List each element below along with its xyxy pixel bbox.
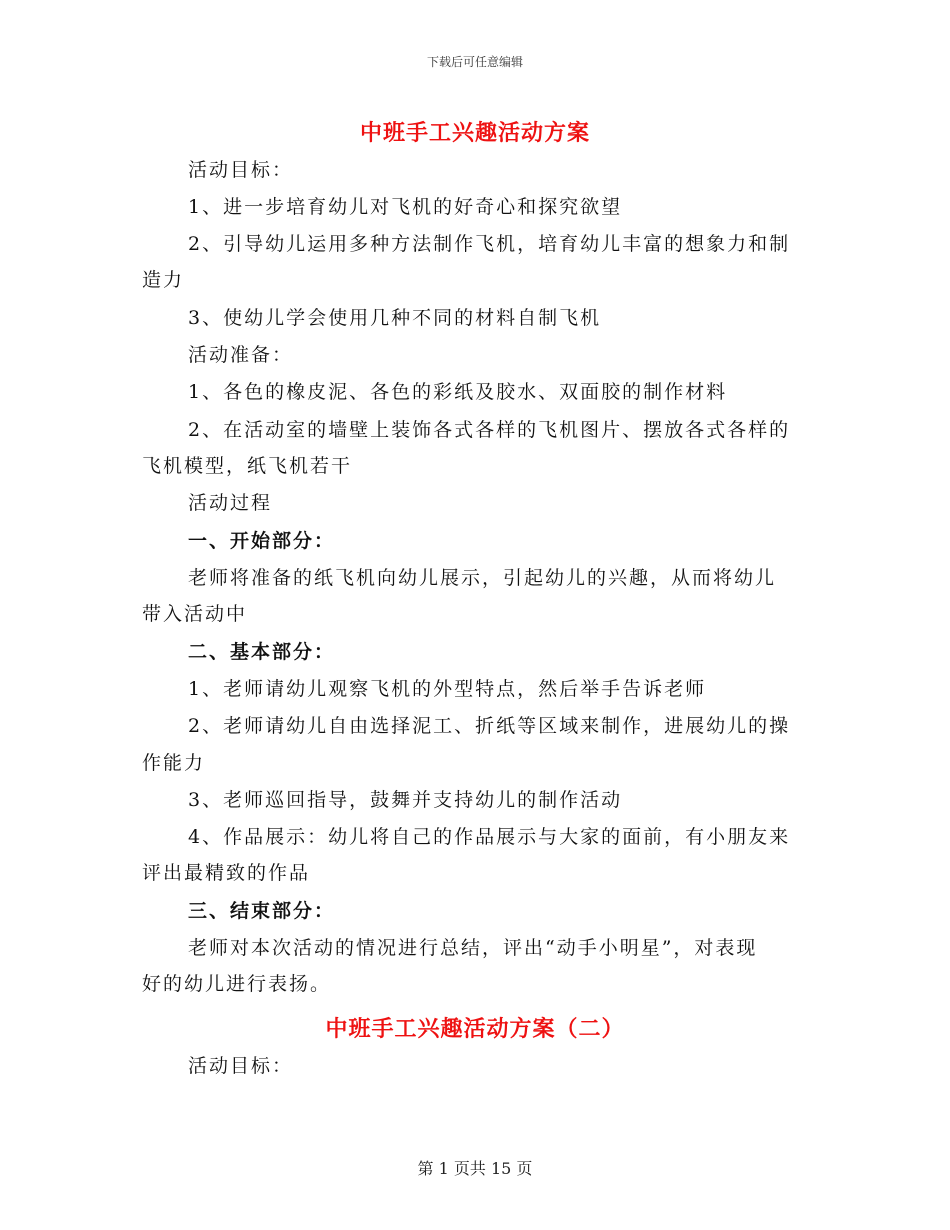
page-footer: 第 1 页共 15 页	[417, 1159, 533, 1178]
part-2-item-3: 3、老师巡回指导，鼓舞并支持幼儿的制作活动	[188, 789, 623, 811]
goal-item-1: 1、进一步培育幼儿对飞机的好奇心和探究欲望	[188, 196, 623, 218]
goal-item-2-continued: 造力	[142, 269, 185, 291]
section-label-goals-2: 活动目标：	[188, 1055, 294, 1077]
part-2-item-2: 2、老师请幼儿自由选择泥工、折纸等区域来制作，进展幼儿的操	[188, 715, 791, 737]
preparation-item-2-continued: 飞机模型，纸飞机若干	[142, 455, 353, 477]
part-1-text-continued: 带入活动中	[142, 603, 248, 625]
section-label-goals: 活动目标：	[188, 159, 294, 181]
part-2-item-4: 4、作品展示：幼儿将自己的作品展示与大家的面前，有小朋友来	[188, 826, 791, 848]
part-2-item-2-continued: 作能力	[142, 752, 206, 774]
heading-part-1: 一、开始部分：	[188, 530, 336, 552]
part-2-item-4-continued: 评出最精致的作品	[142, 862, 311, 884]
goal-item-3: 3、使幼儿学会使用几种不同的材料自制飞机	[188, 307, 602, 329]
part-3-text: 老师对本次活动的情况进行总结，评出“动手小明星”，对表现	[188, 937, 758, 959]
goal-item-2: 2、引导幼儿运用多种方法制作飞机，培育幼儿丰富的想象力和制	[188, 233, 791, 255]
heading-part-2: 二、基本部分：	[188, 641, 336, 663]
part-3-text-continued: 好的幼儿进行表扬。	[142, 973, 332, 995]
preparation-item-2: 2、在活动室的墙壁上装饰各式各样的飞机图片、摆放各式各样的	[188, 419, 791, 441]
section-label-preparation: 活动准备：	[188, 344, 294, 366]
section-label-process: 活动过程	[188, 492, 273, 514]
heading-part-3: 三、结束部分：	[188, 900, 336, 922]
part-1-text: 老师将准备的纸飞机向幼儿展示，引起幼儿的兴趣，从而将幼儿	[188, 567, 777, 589]
document-title: 中班手工兴趣活动方案	[359, 120, 590, 146]
header-note: 下载后可任意编辑	[426, 55, 523, 69]
preparation-item-1: 1、各色的橡皮泥、各色的彩纸及胶水、双面胶的制作材料	[188, 381, 728, 403]
part-2-item-1: 1、老师请幼儿观察飞机的外型特点，然后举手告诉老师	[188, 678, 707, 700]
second-title: 中班手工兴趣活动方案（二）	[325, 1016, 625, 1042]
